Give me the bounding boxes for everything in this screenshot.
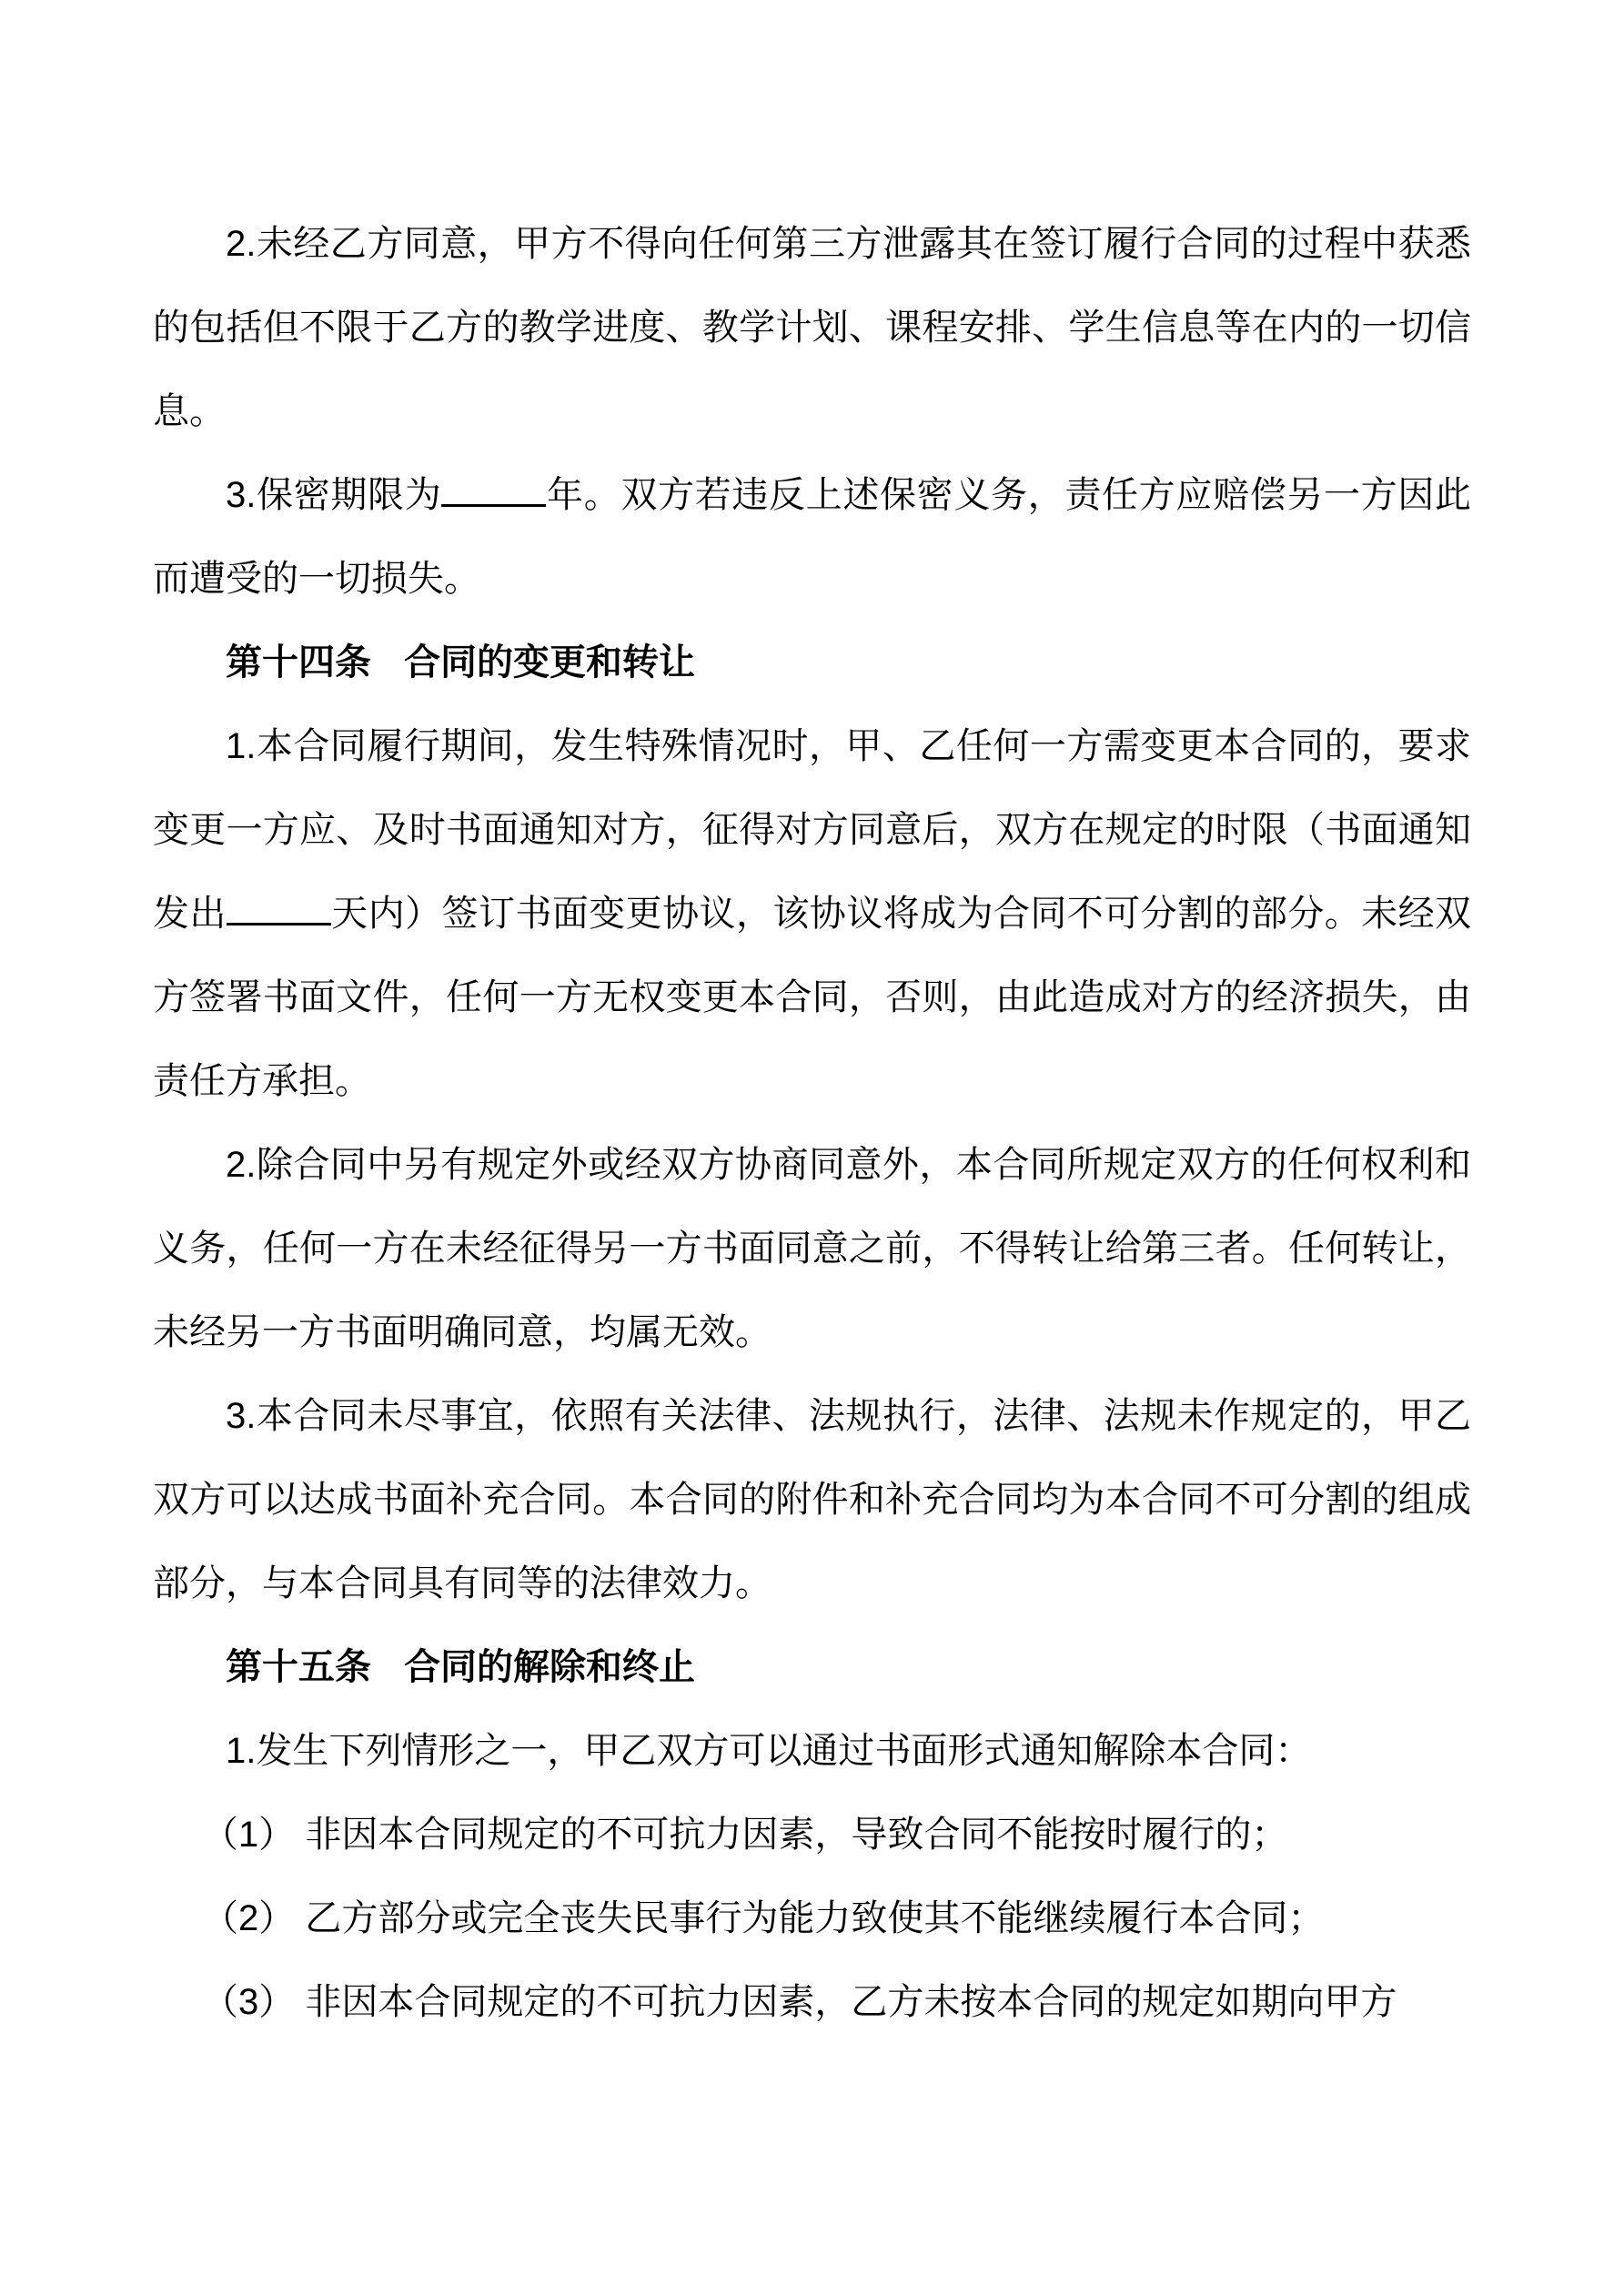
clause-confidentiality-2: 2.未经乙方同意，甲方不得向任何第三方泄露其在签订履行合同的过程中获悉的包括但不限于乙方的教学进度、教学计划、课程安排、学生信息等在内的一切信息。	[153, 224, 1471, 431]
clause-15-1-item-2: （2） 乙方部分或完全丧失民事行为能力致使其不能继续履行本合同；	[202, 1898, 1325, 1938]
clause-14-1-pre: 1.本合同履行期间，发生特殊情况时，甲、乙任何一方需变更本合同的，要求变更一方应、及时书面通知对方，征得对方同意后，双方在规定的时限（书面通知发出	[153, 726, 1471, 934]
clause-confidentiality-term	[153, 453, 1471, 621]
clause-15-1-item-1: （1） 非因本合同规定的不可抗力因素，导致合同不能按时履行的；	[202, 1815, 1288, 1855]
clause-15-1: 1.发生下列情形之一，甲乙双方可以通过书面形式通知解除本合同：	[226, 1731, 1312, 1771]
blank-notice-days	[227, 923, 331, 925]
clause-14-1	[153, 704, 1471, 1123]
heading-article-15-number: 第十五条	[226, 1647, 371, 1687]
heading-article-14-title: 合同的变更和转让	[404, 642, 695, 683]
clause-confidentiality-term-pre: 3.保密期限为	[226, 475, 442, 515]
heading-article-14-number: 第十四条	[226, 642, 371, 683]
heading-article-15	[153, 1625, 1471, 1709]
heading-article-15-title: 合同的解除和终止	[404, 1647, 695, 1687]
heading-article-14	[153, 621, 1471, 704]
clause-confidentiality-term-post: 年。双方若违反上述保密义务，责任方应赔偿另一方因此而遭受的一切损失。	[153, 475, 1472, 599]
clause-15-1-item-3: （3） 非因本合同规定的不可抗力因素，乙方未按本合同的规定如期向甲方	[202, 1982, 1397, 2022]
clause-14-2: 2.除合同中另有规定外或经双方协商同意外，本合同所规定双方的任何权利和义务，任何一方在未经征得另一方书面同意之前，不得转让给第三者。任何转让，未经另一方书面明确同意，均属无效。	[153, 1145, 1471, 1352]
blank-confidentiality-years	[441, 504, 546, 507]
clause-14-1-post: 天内）签订书面变更协议，该协议将成为合同不可分割的部分。未经双方签署书面文件，任何一方无权变更本合同，否则，由此造成对方的经济损失，由责任方承担。	[153, 894, 1472, 1101]
clause-14-3: 3.本合同未尽事宜，依照有关法律、法规执行，法律、法规未作规定的，甲乙双方可以达成书面补充合同。本合同的附件和补充合同均为本合同不可分割的组成部分，与本合同具有同等的法律效力。	[153, 1396, 1471, 1603]
